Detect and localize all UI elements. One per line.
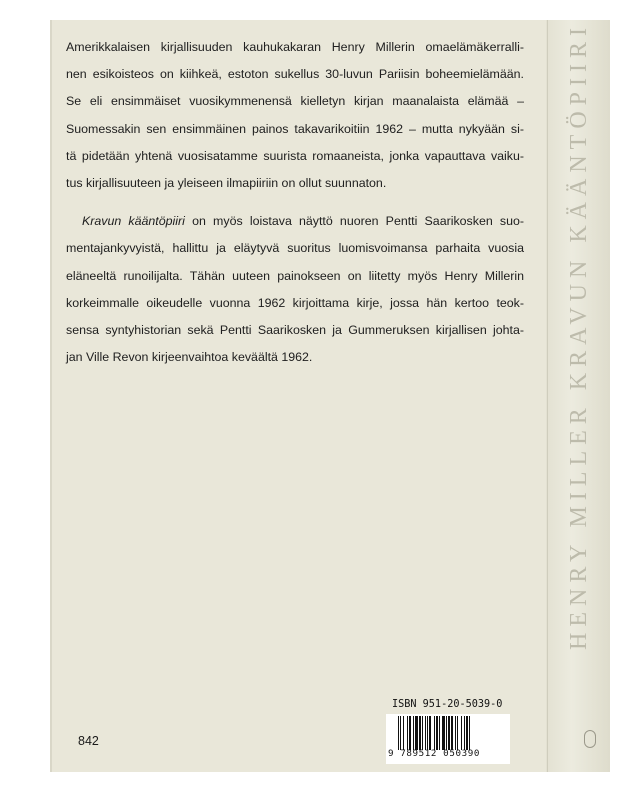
blurb-line: eläneeltä runoilijalta. Tähän uuteen painokseen on liitetty myös Henry Millerin (66, 268, 524, 283)
blurb-line: tä pidetään yhtenä vuosisatamme suurista romaaneista, jonka vapauttava vaiku- (66, 148, 524, 163)
blurb-text (66, 34, 524, 371)
barcode-bar (446, 716, 447, 750)
barcode-bar (429, 716, 431, 750)
isbn-label: ISBN 951-20-5039-0 (392, 699, 503, 710)
book-title-italic: Kravun kääntöpiiri (82, 214, 185, 229)
spine-title: HENRY MILLER KRAVUN KÄÄNTÖPIIRI (566, 22, 592, 650)
barcode-bar (461, 716, 462, 750)
barcode-bar (419, 716, 421, 750)
barcode-bar (436, 716, 438, 750)
publisher-logo-icon (584, 730, 596, 748)
barcode-bar (403, 716, 404, 750)
barcode-bar (407, 716, 408, 750)
barcode-bar (427, 716, 428, 750)
blurb-line: tus kirjallisuuteen ja yleiseen ilmapiiriin on ollut suunnaton. (66, 175, 387, 190)
barcode-number: 9 789512 050390 (388, 748, 480, 759)
blurb-line: mentajankyvyistä, hallittu ja eläytyvä suoritus luomisvoimansa parhaita vuosia (66, 241, 524, 256)
barcode-bar (451, 716, 453, 750)
barcode-bar (434, 716, 435, 750)
barcode-bar (409, 716, 411, 750)
blurb-line: nen esikoisteos on kiihkeä, estoton sukellus 30-luvun Pariisin boheemielämään. (66, 67, 524, 82)
barcode-bar (413, 716, 414, 750)
blurb-line-rest: on myös loistava näyttö nuoren Pentti Saarikosken suo- (184, 214, 525, 229)
blurb-line: Suomessakin sen ensimmäinen painos takavarikoitiin 1962 – mutta nykyään si- (66, 121, 524, 136)
barcode-bar (469, 716, 470, 750)
blurb-line (66, 208, 524, 235)
spine-fold-line (547, 20, 548, 772)
barcode-bar (466, 716, 468, 750)
barcode-bar (457, 716, 458, 750)
catalog-number: 842 (78, 734, 99, 748)
barcode-bar (448, 716, 450, 750)
blurb-line: sensa syntyhistorian sekä Pentti Saarikosken ja Gummeruksen kirjallisen johta- (66, 322, 524, 337)
barcode-icon (398, 716, 502, 750)
blurb-line: Se eli ensimmäiset vuosikymmenensä kielletyn kirjan maanalaista elämää – (66, 94, 524, 109)
barcode-bar (442, 716, 445, 750)
barcode-bar (455, 716, 456, 750)
blurb-line: Amerikkalaisen kirjallisuuden kauhukakaran Henry Millerin omaelämäkerralli- (66, 40, 524, 54)
cover-edge (50, 20, 52, 772)
blurb-line: jan Ville Revon kirjeenvaihtoa keväältä 1962. (66, 350, 313, 365)
blurb-line: korkeimmalle oikeudelle vuonna 1962 kirjoittama kirje, jossa hän kertoo teok- (66, 295, 524, 310)
barcode-bar (398, 716, 399, 750)
barcode-bar (464, 716, 465, 750)
barcode-bar (400, 716, 401, 750)
barcode-bar (425, 716, 426, 750)
barcode-bar (422, 716, 423, 750)
barcode-bar (415, 716, 418, 750)
barcode-bar (439, 716, 440, 750)
